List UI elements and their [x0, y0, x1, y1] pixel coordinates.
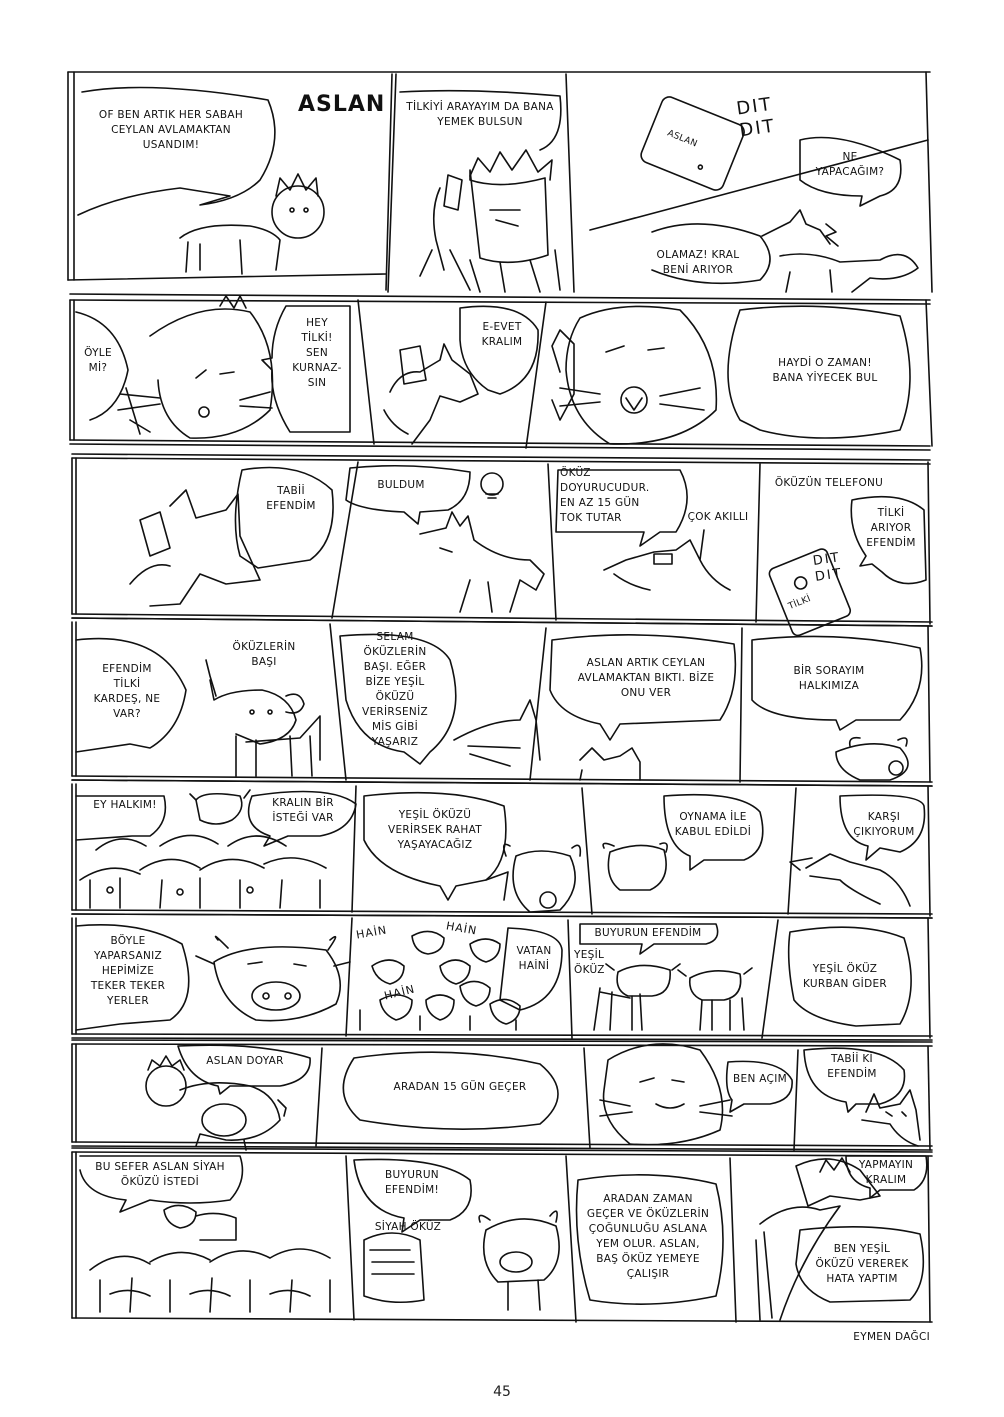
speech-r5p1-a: EY HALKIM!	[93, 799, 157, 811]
speech-r6p2: VATAN HAİNİ	[516, 945, 552, 972]
fox-sketch-r1p3	[762, 210, 918, 292]
balloon-r3p1	[235, 468, 333, 569]
lion-sketch-r2p1	[118, 296, 273, 438]
caption-r8p2: SİYAH ÖKÜZ	[374, 1221, 442, 1233]
speech-r4p2: SELAM ÖKÜZLERİN BAŞI. EĞER BİZE YEŞİL ÖKÜZÜ VERİRSENİZ MİS GİBİ YAŞARIZ	[362, 631, 428, 748]
fox-sketch-r4p2	[454, 700, 540, 766]
lion-sketch-r7p3	[600, 1044, 732, 1145]
caption-r8p3: ARADAN ZAMAN GEÇER VE ÖKÜZLERİN ÇOĞUNLUĞU ASLANA YEM OLUR. ASLAN, BAŞ ÖKÜZ YEMEYE ÇALIŞIR	[586, 1193, 710, 1280]
lion-sketch-r2p3	[552, 306, 716, 444]
speech-r4p4: BİR SORAYIM HALKIMIZA	[793, 665, 865, 692]
lion-sketch-r1p2	[420, 150, 560, 292]
speech-r8p2: BUYURUN EFENDİM!	[384, 1169, 439, 1196]
speech-r4p3: ASLAN ARTIK CEYLAN AVLAMAKTAN BIKTI. BİZE ONU VER	[577, 657, 715, 699]
ox-sketch-r4p4	[836, 738, 908, 780]
speech-r2p3: HAYDİ O ZAMAN! BANA YİYECEK BUL	[772, 357, 878, 384]
caption-r1p2: TİLKİYİ ARAYAYIM DA BANA YEMEK BULSUN	[406, 101, 554, 128]
speech-r2p1-b: HEY TİLKİ! SEN KURNAZ- SIN	[292, 317, 342, 389]
lion-sketch-r1p1	[180, 174, 324, 274]
phone-label-r3p4: TİLKİ	[787, 594, 813, 613]
speech-r5p3: OYNAMA İLE KABUL EDİLDİ	[674, 811, 752, 838]
speech-r1p1: OF BEN ARTIK HER SABAH CEYLAN AVLAMAKTAN USANDIM!	[98, 109, 244, 151]
page-number: 45	[493, 1384, 511, 1400]
speech-r3p1: TABİİ EFENDİM	[266, 485, 316, 512]
speech-r3p3-a: ÖKÜZ DOYURUCUDUR. EN AZ 15 GÜN TOK TUTAR	[560, 467, 650, 524]
speech-r6p3: BUYURUN EFENDİM	[594, 927, 702, 939]
speech-r3p2: BULDUM	[377, 479, 425, 491]
ox-sketch-r6p3	[594, 964, 752, 1030]
speech-r7p1: ASLAN DOYAR	[206, 1055, 284, 1067]
speech-r2p1-a: ÖYLE Mİ?	[84, 347, 112, 374]
caption-r7p2: ARADAN 15 GÜN GEÇER	[393, 1081, 527, 1093]
sfx-dit-r3p4: DIT DIT	[811, 550, 844, 585]
speech-r7p4: TABİİ Kİ EFENDİM	[827, 1053, 877, 1080]
speech-r5p2: YEŞİL ÖKÜZÜ VERİRSEK RAHAT YAŞAYACAĞIZ	[388, 809, 482, 851]
speech-r4p1: EFENDİM TİLKİ KARDEŞ, NE VAR?	[93, 663, 161, 720]
speech-r7p3: BEN AÇIM	[733, 1073, 787, 1085]
speech-r1p3-b: OLAMAZ! KRAL BENİ ARIYOR	[656, 249, 740, 276]
caption-r4p1: ÖKÜZLERİN BAŞI	[232, 641, 296, 668]
caption-r6p3: YEŞİL ÖKÜZ	[574, 949, 605, 976]
fox-sketch-r4p3	[580, 748, 640, 780]
row-5-borders	[72, 780, 932, 918]
herd-sketch-r6p2	[360, 931, 520, 1030]
speech-r3p4: TİLKİ ARIYOR EFENDİM	[866, 507, 916, 549]
speech-r8p4-a: YAPMAYIN KRALIM	[858, 1159, 914, 1186]
sfx-dit-r1p3: DIT DIT	[735, 93, 777, 142]
lion-sketch-r7p1	[146, 1056, 286, 1150]
fox-sketch-r7p4	[862, 1090, 920, 1146]
sfx-hain-2: HAİN	[445, 919, 479, 938]
sfx-hain-1: HAİN	[355, 923, 389, 942]
hand-sketch-r5p4	[790, 854, 910, 906]
phone-label-r1p3: ASLAN	[665, 128, 699, 150]
title-aslan: ASLAN	[298, 92, 386, 117]
speech-r8p4-b: BEN YEŞİL ÖKÜZÜ VEREREK HATA YAPTIM	[815, 1243, 909, 1285]
author-credit: EYMEN DAĞCI	[853, 1331, 930, 1343]
ox-sketch-r6p1	[196, 936, 350, 1020]
caption-r3p4: ÖKÜZÜN TELEFONU	[774, 477, 884, 489]
herd-sketch-r8p1	[90, 1205, 330, 1312]
speech-r5p4: KARŞI ÇIKIYORUM	[853, 811, 915, 838]
fox-sketch-r3p3	[604, 530, 730, 590]
ox-sketch-r4p1	[206, 660, 320, 776]
speech-r6p4: YEŞİL ÖKÜZ KURBAN GİDER	[802, 963, 887, 990]
speech-r2p2: E-EVET KRALIM	[481, 321, 523, 348]
sfx-hain-3: HAİN	[382, 982, 417, 1003]
ox-sketch-r5p3	[603, 843, 667, 890]
speech-r3p3-b: ÇOK AKILLI	[687, 511, 749, 523]
row-4-borders	[72, 618, 932, 786]
fox-sketch-r3p1	[130, 490, 260, 606]
fox-sketch-r3p2	[420, 473, 544, 612]
balloon-r7p1	[178, 1045, 310, 1094]
speech-r1p3-a: NE YAPACAĞIM?	[815, 151, 885, 178]
ox-sketch-r5p2	[486, 844, 580, 912]
speech-r6p1: BÖYLE YAPARSANIZ HEPİMİZE TEKER TEKER YERLER	[90, 935, 166, 1007]
caption-r8p1: BU SEFER ASLAN SİYAH ÖKÜZÜ İSTEDİ	[95, 1161, 225, 1188]
speech-r5p1-b: KRALIN BİR İSTEĞİ VAR	[272, 797, 334, 824]
